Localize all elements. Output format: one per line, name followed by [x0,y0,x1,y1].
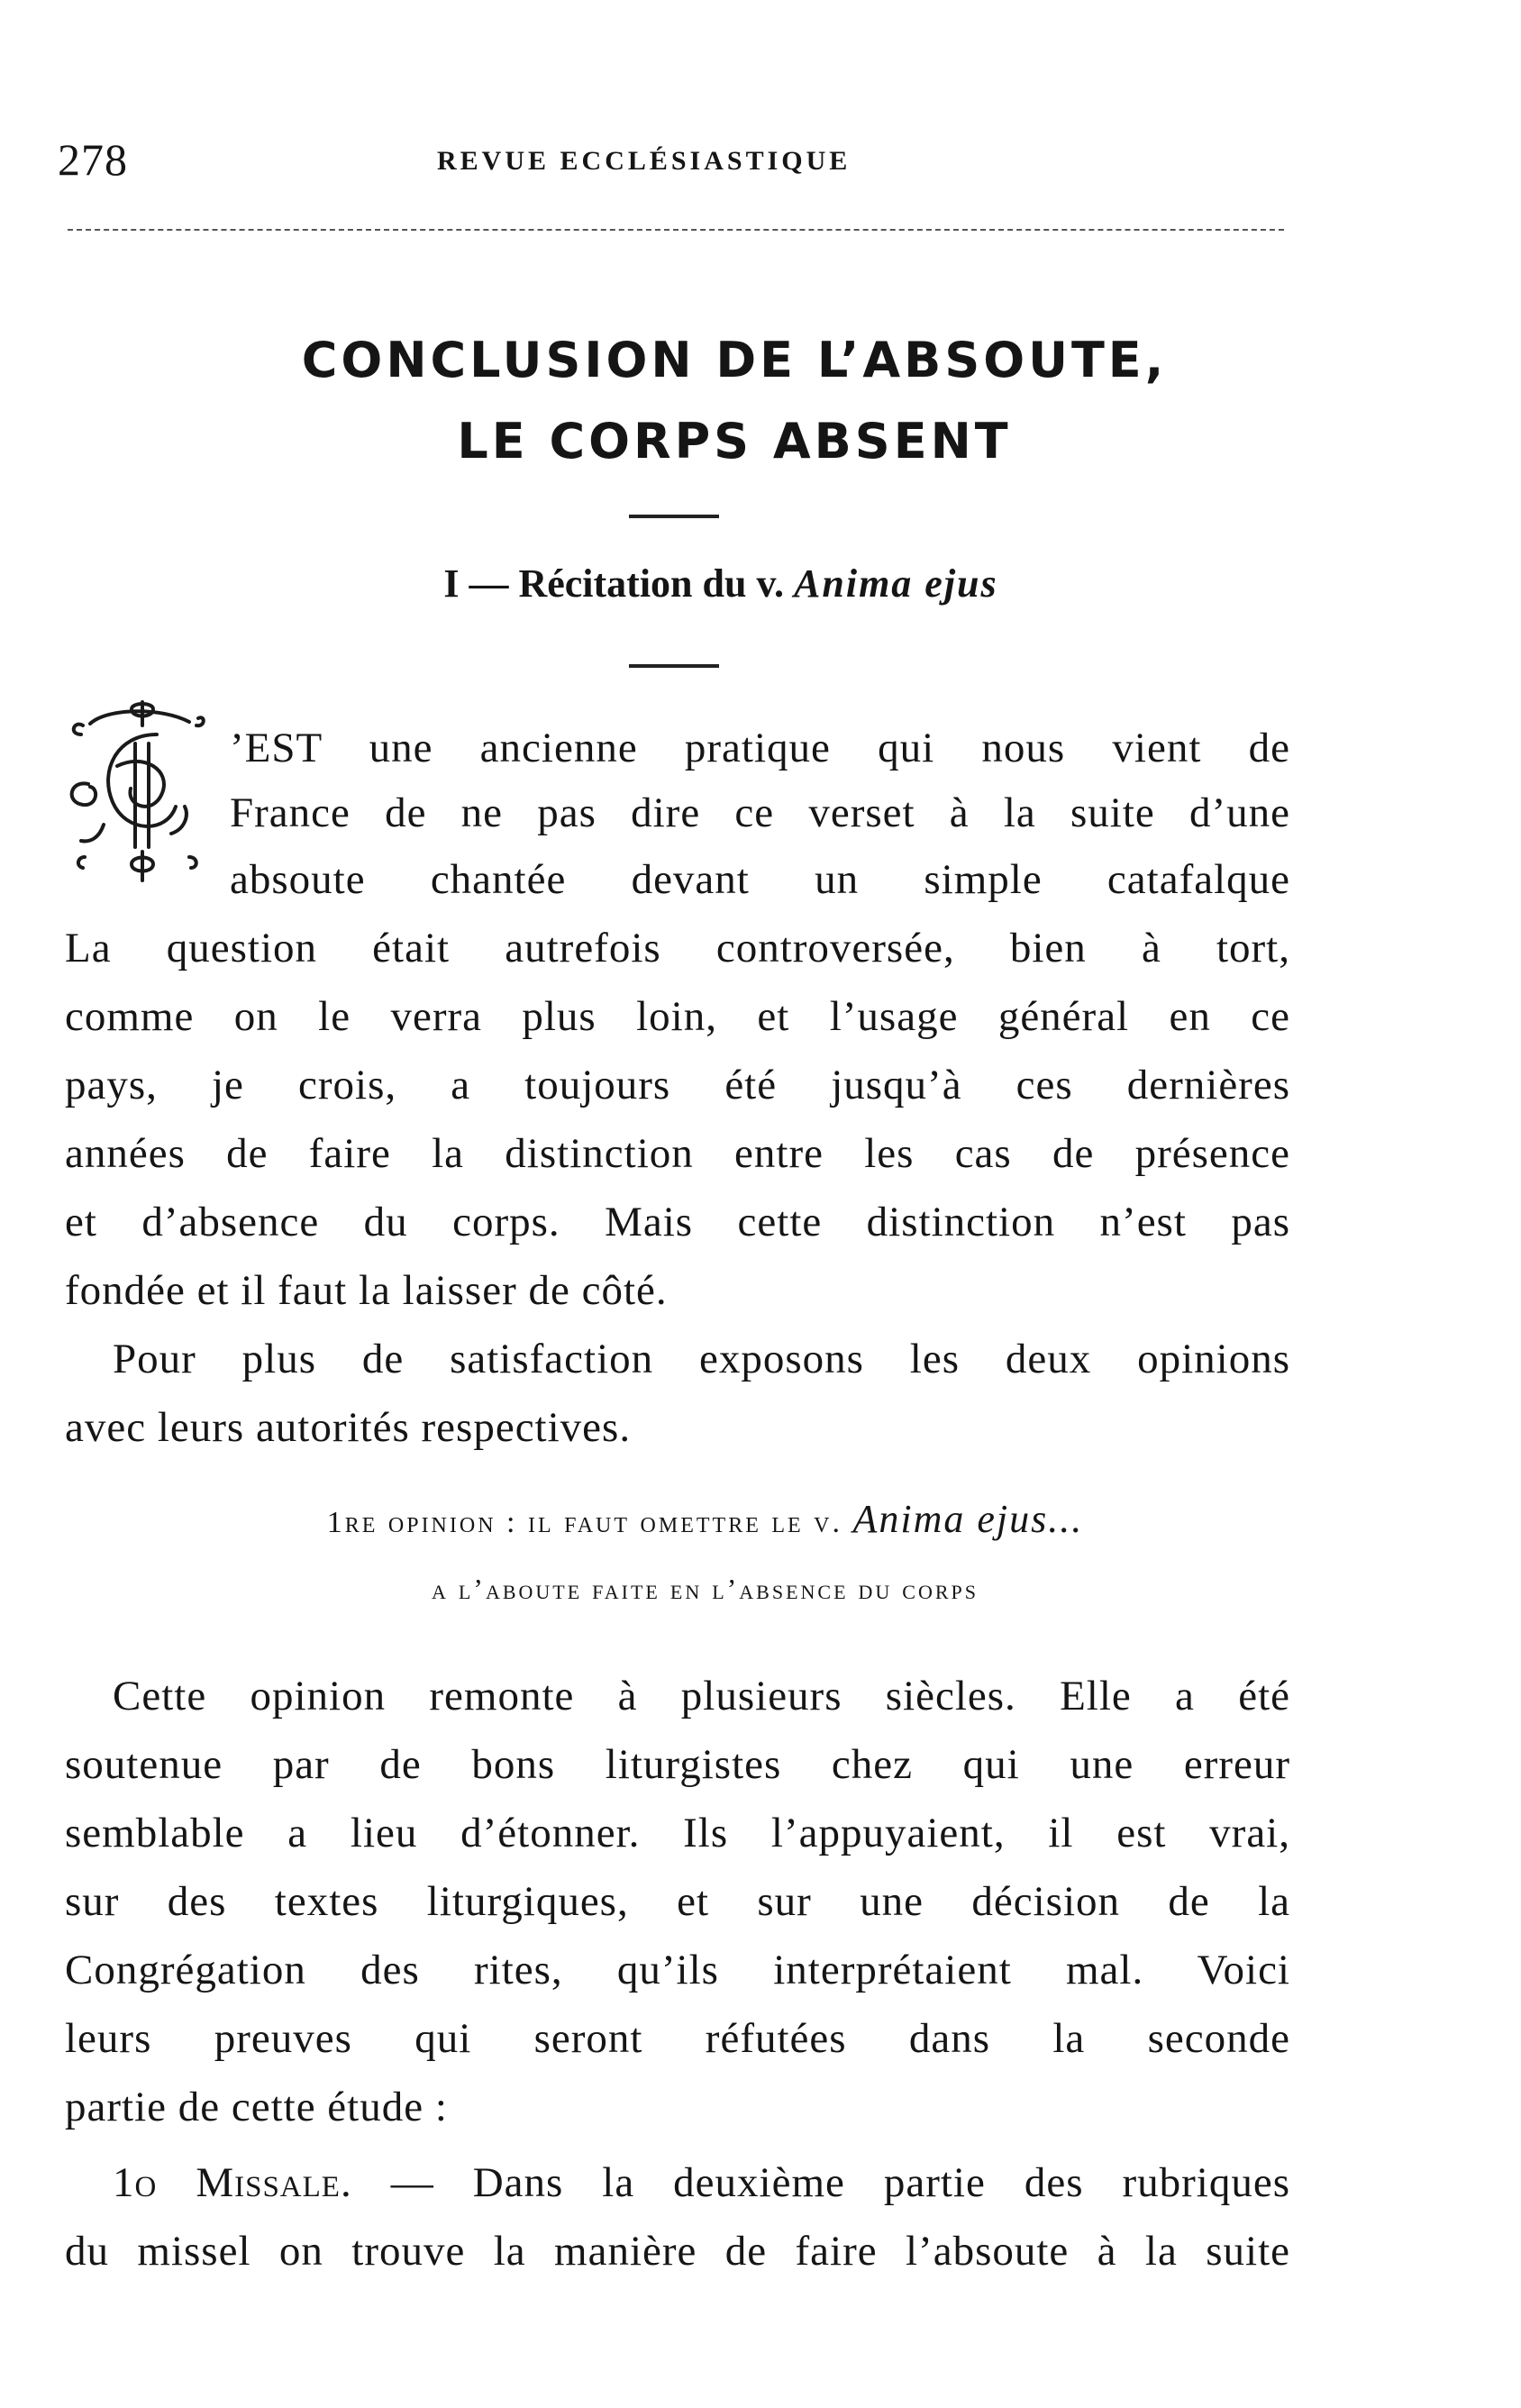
opinion-heading-roman: 1re opinion : il faut omettre le v. [326,1506,853,1539]
paragraph-2-line-2: avec leurs autorités respectives. [65,1404,632,1451]
paragraph-2-line-1: Pour plus de satisfaction exposons les deux opinions [113,1336,1290,1382]
page-number: 278 [58,134,128,185]
missale-label: 1o Missale. — [113,2159,473,2206]
paragraph-1-line-5: comme on le verra plus loin, et l’usage général en ce [65,993,1290,1040]
paragraph-3-line-1: Cette opinion remonte à plusieurs siècles. Elle a été [113,1673,1290,1719]
title-divider [629,515,719,518]
paragraph-3-line-4: sur des textes liturgiques, et sur une décision de la [65,1878,1290,1925]
paragraph-4-line-2: du missel on trouve la manière de faire l’absoute à la suite [65,2228,1290,2275]
ornate-initial-c-icon [63,698,207,883]
article-title-line-2: LE CORPS ABSENT [457,413,1012,470]
paragraph-1-line-1: ’EST une ancienne pratique qui nous vient de [230,725,1290,771]
paragraph-3-line-7: partie de cette étude : [65,2084,448,2130]
section-divider [629,664,719,668]
paragraph-1-line-2: France de ne pas dire ce verset à la suite d’une [230,789,1290,836]
paragraph-3-line-2: soutenue par de bons liturgistes chez qui une erreur [65,1741,1290,1788]
opinion-heading-italic: Anima ejus... [852,1497,1084,1541]
running-head: REVUE ECCLÉSIASTIQUE [437,146,852,176]
paragraph-4-line-1-text: Dans la deuxième partie des rubriques [472,2159,1290,2206]
paragraph-3-line-5: Congrégation des rites, qu’ils interprétaient mal. Voici [65,1947,1290,1993]
paragraph-1-line-4: La question était autrefois controversée, bien à tort, [65,925,1290,971]
paragraph-1-line-9: fondée et il faut la laisser de côté. [65,1267,668,1314]
paragraph-4-line-1 [113,2156,1290,2210]
paragraph-1-line-7: années de faire la distinction entre les cas de présence [65,1130,1290,1177]
paragraph-3-line-3: semblable a lieu d’étonner. Ils l’appuyaient, il est vrai, [65,1810,1290,1856]
paragraph-1-line-6: pays, je crois, a toujours été jusqu’à ces dernières [65,1062,1290,1108]
header-rule [68,229,1284,231]
paragraph-3-line-6: leurs preuves qui seront réfutées dans la seconde [65,2015,1290,2062]
opinion-subheading: a l’aboute faite en l’absence du corps [431,1573,979,1605]
article-title-line-1: CONCLUSION DE L’ABSOUTE, [301,332,1168,388]
page-header [54,133,1289,187]
section-heading-italic: Anima ejus [794,561,998,606]
section-heading-lead: I — Récitation du v. [443,561,795,606]
paragraph-1-line-8: et d’absence du corps. Mais cette distinction n’est pas [65,1199,1290,1245]
opinion-heading [0,1496,1410,1542]
section-heading [0,561,1442,607]
paragraph-1-line-3: absoute chantée devant un simple catafalque [230,856,1290,903]
